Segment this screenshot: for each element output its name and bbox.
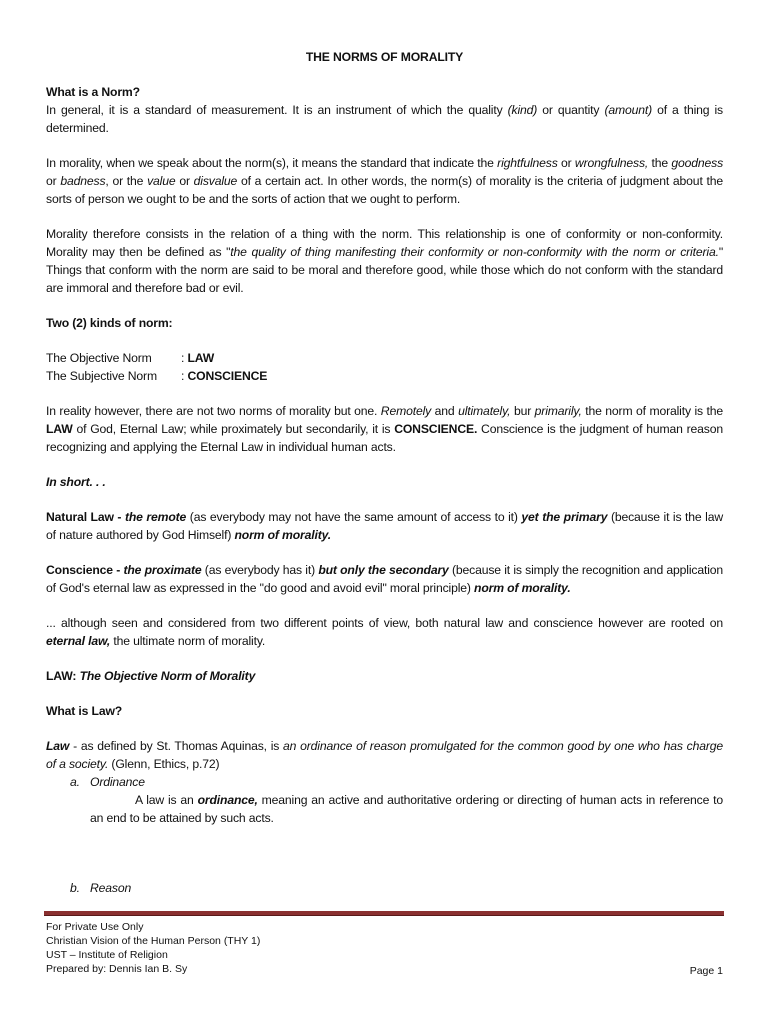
footer-divider bbox=[44, 911, 724, 916]
footer-course: Christian Vision of the Human Person (THY 1) bbox=[46, 935, 261, 947]
footer-author: Prepared by: Dennis Ian B. Sy bbox=[46, 963, 188, 975]
paragraph-natural-law: Natural Law - the remote (as everybody may not have the same amount of access to it) yet the primary (because it is the law of nature authored by God Himself) norm of morality. bbox=[46, 510, 723, 542]
document-title: THE NORMS OF MORALITY bbox=[305, 50, 464, 64]
heading-what-is-law: What is Law? bbox=[46, 704, 123, 718]
list-item-reason bbox=[46, 879, 723, 897]
heading-two-kinds: Two (2) kinds of norm: bbox=[46, 316, 173, 330]
heading-what-is-norm: What is a Norm? bbox=[46, 85, 140, 99]
objective-norm-value: : LAW bbox=[181, 351, 215, 365]
document-body bbox=[46, 48, 723, 897]
subjective-norm-value: : CONSCIENCE bbox=[181, 369, 268, 383]
list-marker-a: a. bbox=[70, 775, 80, 789]
footer-institute: UST – Institute of Religion bbox=[46, 949, 168, 961]
list-item-ordinance bbox=[46, 773, 723, 791]
paragraph-conscience: Conscience - the proximate (as everybody has it) but only the secondary (because it is simply the recognition and application of God's eternal law as expressed in the "do good and avoid evil" moral principle) norm of morality. bbox=[46, 563, 724, 595]
list-label-reason: Reason bbox=[90, 881, 132, 895]
paragraph-morality-relation: Morality therefore consists in the relation of a thing with the norm. This relationship is one of conformity or non-conformity. Morality may then be defined as "the quality of thing manifesting their conformity or non-conformity with the norm or criteria." Things that conform with the norm are said to be moral and therefore good, while those which do not conform with the standard are immoral and therefore bad or evil. bbox=[46, 227, 723, 295]
footer-private-use: For Private Use Only bbox=[46, 921, 144, 933]
page-number: Page 1 bbox=[689, 965, 723, 977]
subjective-norm-row bbox=[46, 367, 723, 385]
page-footer bbox=[46, 920, 723, 976]
objective-norm-label: The Objective Norm bbox=[46, 351, 152, 365]
list-marker-b: b. bbox=[70, 881, 80, 895]
paragraph-norm-general: In general, it is a standard of measurement. It is an instrument of which the quality (kind) or quantity (amount) of a thing is determined. bbox=[46, 103, 723, 135]
list-label-ordinance: Ordinance bbox=[90, 775, 145, 789]
heading-in-short: In short. . . bbox=[46, 475, 106, 489]
paragraph-rooted-eternal-law: ... although seen and considered from two different points of view, both natural law and conscience however are rooted on eternal law, the ultimate norm of morality. bbox=[46, 616, 723, 648]
paragraph-norm-morality: In morality, when we speak about the norm(s), it means the standard that indicate the rightfulness or wrongfulness, the goodness or badness, or the value or disvalue of a certain act. In other words, the norm(s) of morality is the criteria of judgment about the sorts of person we ought to be and the sorts of action that we ought to perform. bbox=[46, 156, 724, 206]
subjective-norm-label: The Subjective Norm bbox=[46, 369, 157, 383]
paragraph-one-norm: In reality however, there are not two norms of morality but one. Remotely and ultimately, bur primarily, the norm of morality is the LAW of God, Eternal Law; while proximately but secondarily, it is CONSCIENCE. Conscience is the judgment of human reason recognizing and applying the Eternal Law in individual human acts. bbox=[46, 404, 723, 454]
paragraph-law-definition: Law - as defined by St. Thomas Aquinas, is an ordinance of reason promulgated for the common good by one who has charge of a society. (Glenn, Ethics, p.72) bbox=[46, 739, 724, 771]
heading-law-objective-norm: LAW: The Objective Norm of Morality bbox=[46, 669, 256, 683]
paragraph-ordinance: A law is an ordinance, meaning an active and authoritative ordering or directing of human acts in reference to an end to be attained by such acts. bbox=[90, 793, 723, 825]
objective-norm-row bbox=[46, 349, 723, 367]
